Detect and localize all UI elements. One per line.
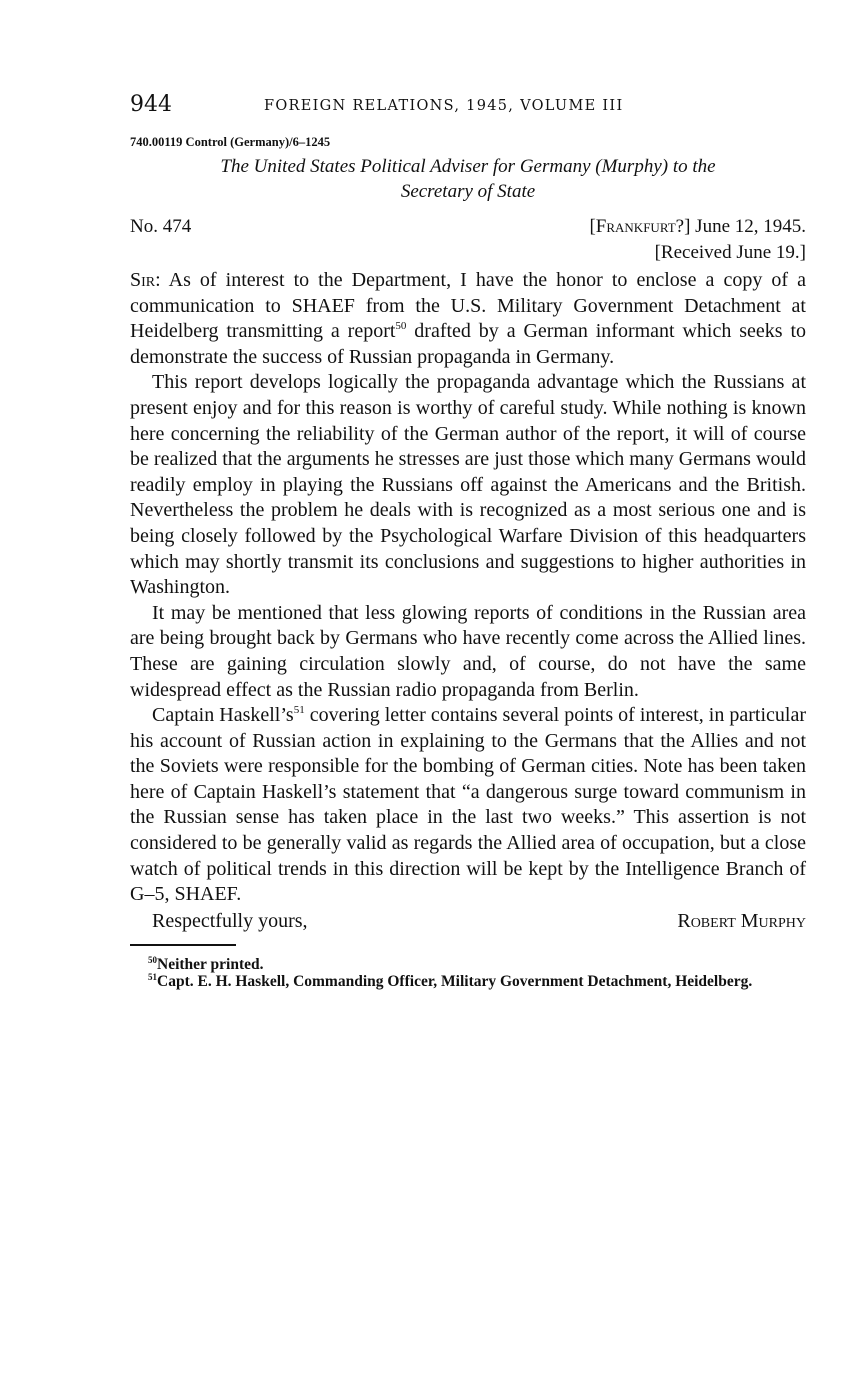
document-meta: [130, 214, 806, 266]
document-title-line-2: Secretary of State: [400, 181, 536, 202]
paragraph-1-text-b: drafted by a German informant which seeks to demonstrate the success of Russian propaganda in Germany.: [130, 320, 806, 368]
document-number: No. 474: [130, 216, 192, 237]
salutation: Sir: [130, 269, 156, 291]
signature: Robert Murphy: [677, 909, 806, 932]
footnote-mark: 51: [148, 971, 157, 982]
paragraph-4-text-b: covering letter contains several points of interest, in particular his account of Russian action in explaining to the Germans that the Allies and not the Soviets were responsible for the bombing of German cities. Note has been taken here of Captain Haskell’s statement that “a dangerous surge toward communism in the Russian sense has taken place in the last two weeks.” This assertion is not considered to be generally valid as regards the Allied area of occupation, but a close watch of political trends in this direction will be kept by the Intelligence Branch of G–5, SHAEF.: [130, 704, 807, 906]
paragraph-4-text-a: Captain Haskell’s: [152, 704, 294, 727]
place: [Frankfurt?]: [589, 216, 691, 237]
letter-body: [130, 268, 806, 908]
footnote-text: Capt. E. H. Haskell, Commanding Officer, Military Government Detachment, Heidelberg.: [157, 972, 753, 990]
paragraph-3: It may be mentioned that less glowing reports of conditions in the Russian area are being brought back by Germans who have recently come across the Allied lines. These are gaining circulation slowly and, of course, do not have the same widespread effect as the Russian radio propaganda from Berlin.: [130, 601, 806, 701]
received-date: [Received June 19.]: [654, 242, 806, 263]
running-head: [130, 92, 806, 122]
document-title: [130, 154, 806, 204]
paragraph-2: This report develops logically the propaganda advantage which the Russians at present enjoy and for this reason is worthy of careful study. While nothing is known here concerning the reliability of the German author of the report, it will of course be realized that the arguments he stresses are just those which many Germans would readily employ in playing the Russians off against the Americans and the British. Nevertheless the problem he deals with is recognized as a most serious one and is being closely followed by the Psychological Warfare Division of this headquarters which may shortly transmit its conclusions and suggestions to higher authorities in Washington.: [130, 371, 806, 599]
footnote-ref-50: 50: [395, 320, 407, 333]
file-number: 740.00119 Control (Germany)/6–1245: [130, 135, 331, 149]
page-number: 944: [130, 92, 172, 117]
footnote-divider: [130, 944, 236, 946]
footnote-mark: 50: [148, 954, 157, 965]
footnote-50: [130, 956, 806, 973]
paragraph-1-text-a: : As of interest to the Department, I have the honor to enclose a copy of a communication to SHAEF from the U.S. Military Government Detachment at Heidelberg transmitting a report: [130, 269, 806, 343]
document-page: [130, 92, 806, 990]
complimentary-close: Respectfully yours,: [152, 909, 308, 932]
paragraph-4: [130, 703, 806, 908]
running-title: FOREIGN RELATIONS, 1945, VOLUME III: [264, 98, 624, 114]
closing: [130, 908, 806, 936]
date: June 12, 1945.: [695, 216, 806, 237]
paragraph-1: [130, 268, 806, 370]
document-title-line-1: The United States Political Adviser for Germany (Murphy) to the: [220, 156, 716, 177]
footnote-text: Neither printed.: [157, 955, 264, 973]
footnote-51: [130, 973, 806, 990]
footnote-ref-51: 51: [293, 704, 305, 717]
footnotes: [130, 956, 806, 990]
place-and-date: [589, 214, 806, 240]
